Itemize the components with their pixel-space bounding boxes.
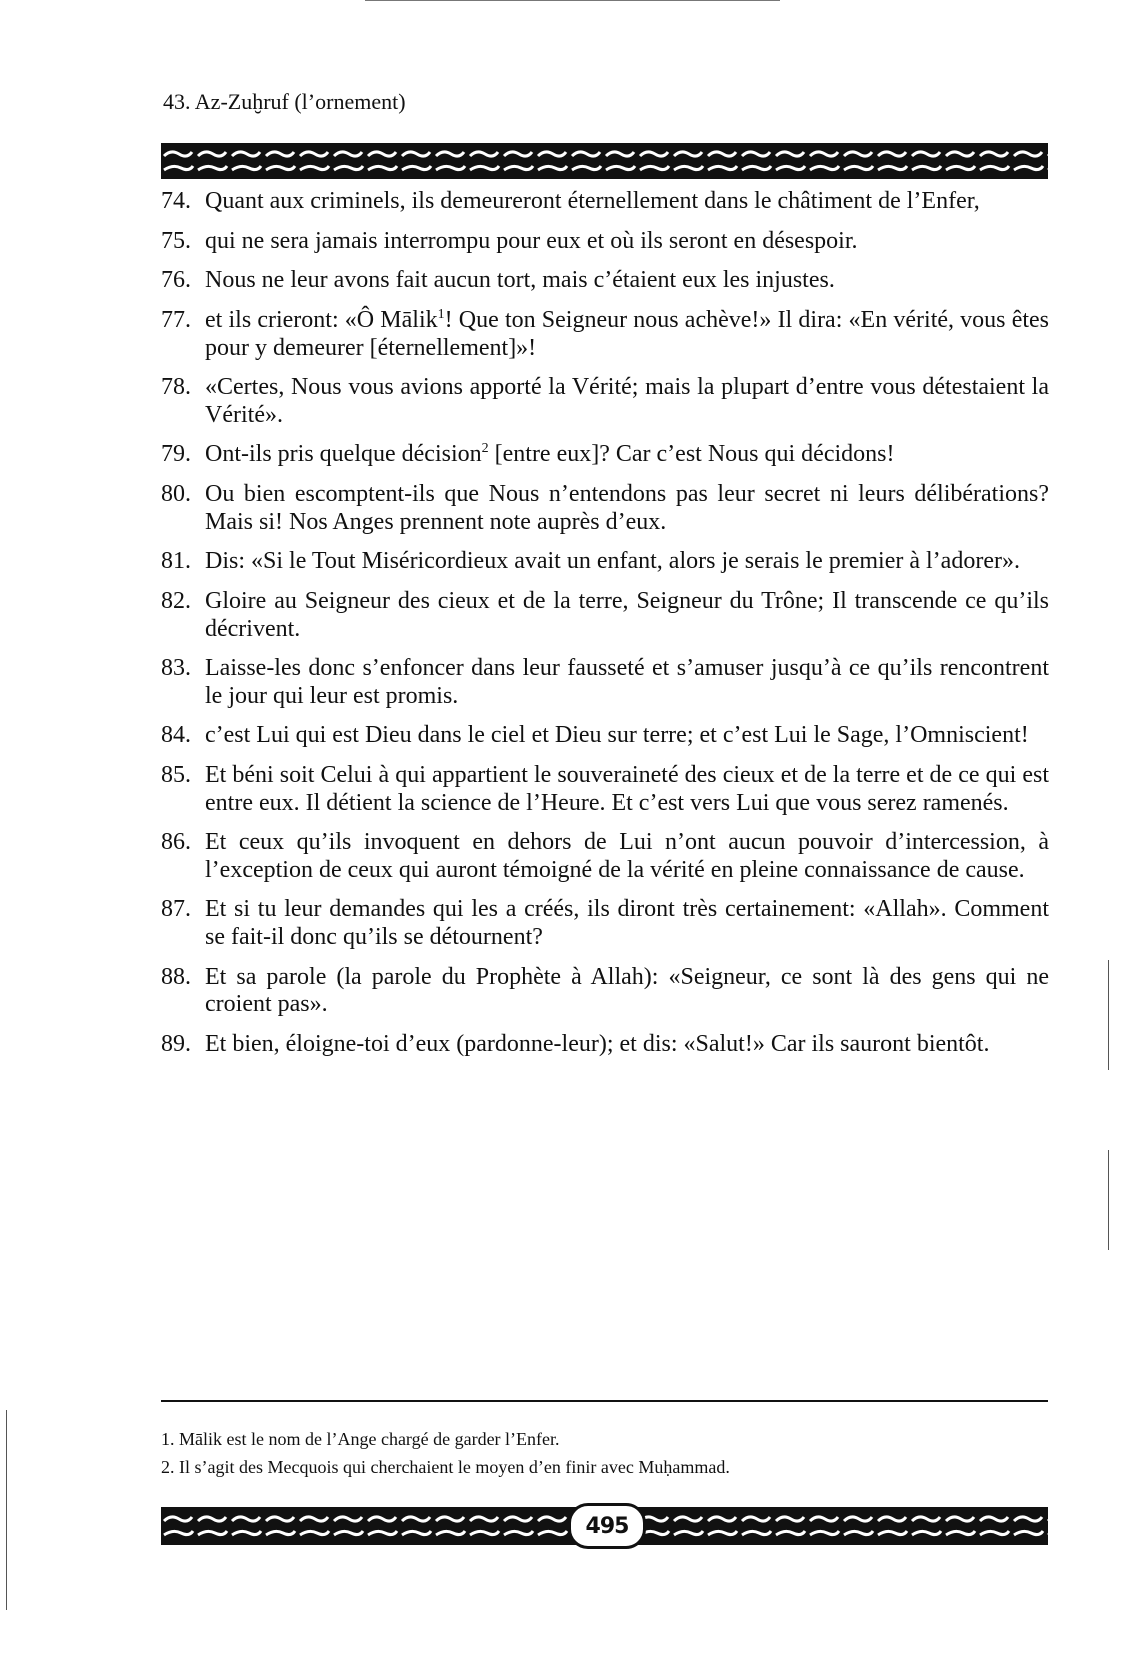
verse-list	[161, 188, 1049, 1071]
footnote-1: 1. Mālik est le nom de l’Ange chargé de garder l’Enfer.	[161, 1429, 560, 1449]
ornament-pattern-top	[161, 143, 1048, 179]
verse-text: Ou bien escomptent-ils que Nous n’entendons pas leur secret ni leurs délibérations? Mais si! Nos Anges prennent note auprès d’eux.	[205, 481, 1049, 535]
footnote-2: 2. Il s’agit des Mecquois qui cherchaient le moyen d’en finir avec Muḥammad.	[161, 1457, 730, 1477]
verse-number: 84.	[161, 722, 191, 749]
margin-scan-line	[6, 1410, 7, 1610]
verse-80	[161, 481, 1049, 536]
footnote-rule	[161, 1400, 1048, 1402]
verse-number: 85.	[161, 762, 191, 789]
margin-scan-line	[1108, 1150, 1109, 1250]
verse-number: 78.	[161, 374, 191, 401]
verse-number: 80.	[161, 481, 191, 508]
verse-text: «Certes, Nous vous avions apporté la Vérité; mais la plupart d’entre vous détestaient la Vérité».	[205, 374, 1049, 428]
verse-78	[161, 374, 1049, 429]
verse-76	[161, 267, 1049, 295]
verse-text-part: ! Que ton Seigneur nous achève!» Il dira: «En vérité, vous êtes pour y demeurer [éternellement]»!	[205, 307, 1050, 361]
verse-text: c’est Lui qui est Dieu dans le ciel et Dieu sur terre; et c’est Lui le Sage, l’Omniscient!	[205, 722, 1029, 749]
verse-86	[161, 829, 1049, 884]
verse-text: Nous ne leur avons fait aucun tort, mais c’étaient eux les injustes.	[205, 267, 835, 294]
margin-scan-line	[1108, 960, 1109, 1070]
verse-number: 86.	[161, 829, 191, 856]
verse-number: 81.	[161, 548, 191, 575]
verse-number: 76.	[161, 267, 191, 294]
verse-79	[161, 441, 1049, 469]
verse-number: 77.	[161, 307, 191, 334]
verse-number: 89.	[161, 1030, 191, 1057]
verse-text: Et si tu leur demandes qui les a créés, ils diront très certainement: «Allah». Comment se fait-il donc qu’ils se détournent?	[205, 896, 1049, 950]
verse-number: 75.	[161, 227, 191, 254]
verse-text: Et sa parole (la parole du Prophète à Allah): «Seigneur, ce sont là des gens qui ne croient pas».	[205, 963, 1049, 1018]
verse-82	[161, 588, 1049, 643]
verse-74	[161, 188, 1049, 216]
verse-text: Et ceux qu’ils invoquent en dehors de Lui n’ont aucun pouvoir d’intercession, à l’exception de ceux qui auront témoigné de la vérité en pleine connaissance de cause.	[205, 829, 1049, 883]
verse-number: 74.	[161, 188, 191, 214]
footnote-ref: 1	[437, 307, 445, 323]
verse-77	[161, 307, 1049, 362]
verse-text: Quant aux criminels, ils demeureront éternellement dans le châtiment de l’Enfer,	[205, 188, 980, 214]
verse-number: 83.	[161, 655, 191, 682]
verse-text: Et bien, éloigne-toi d’eux (pardonne-leur); et dis: «Salut!» Car ils sauront bientôt.	[205, 1030, 990, 1057]
verse-number: 88.	[161, 963, 191, 990]
verse-text: Dis: «Si le Tout Miséricordieux avait un enfant, alors je serais le premier à l’adorer».	[205, 548, 1020, 575]
verse-text	[205, 307, 1049, 362]
verse-84	[161, 722, 1049, 750]
verse-81	[161, 548, 1049, 576]
verse-number: 82.	[161, 588, 191, 614]
footnotes	[161, 1425, 1048, 1481]
top-ornament-band	[161, 143, 1048, 179]
verse-75	[161, 228, 1049, 256]
footnote-ref: 2	[481, 441, 489, 457]
verse-89	[161, 1031, 1049, 1059]
verse-text: Et béni soit Celui à qui appartient le souveraineté des cieux et de la terre et de ce qui est entre eux. Il détient la science de l’Heure. Et c’est vers Lui que vous serez ramenés.	[205, 762, 1049, 816]
verse-text-part: [entre eux]? Car c’est Nous qui décidons!	[488, 441, 895, 468]
verse-number: 79.	[161, 441, 191, 468]
verse-text	[205, 441, 1049, 469]
verse-text: qui ne sera jamais interrompu pour eux et où ils seront en désespoir.	[205, 227, 858, 254]
verse-number: 87.	[161, 896, 191, 923]
verse-88	[161, 964, 1049, 1019]
page-number: 495	[568, 1503, 646, 1549]
verse-text: Laisse-les donc s’enfoncer dans leur fausseté et s’amuser jusqu’à ce qu’ils rencontrent le jour qui leur est promis.	[205, 655, 1049, 709]
verse-text: Gloire au Seigneur des cieux et de la terre, Seigneur du Trône; Il transcende ce qu’ils décrivent.	[205, 588, 1049, 642]
running-title: 43. Az-Zuḫruf (l’ornement)	[163, 89, 406, 114]
verse-85	[161, 762, 1049, 817]
verse-text-part: et ils crieront: «Ô Mālik	[205, 307, 438, 334]
verse-87	[161, 896, 1049, 951]
top-edge-line	[365, 0, 780, 1]
verse-83	[161, 655, 1049, 710]
verse-text-part: Ont-ils pris quelque décision	[205, 441, 482, 468]
